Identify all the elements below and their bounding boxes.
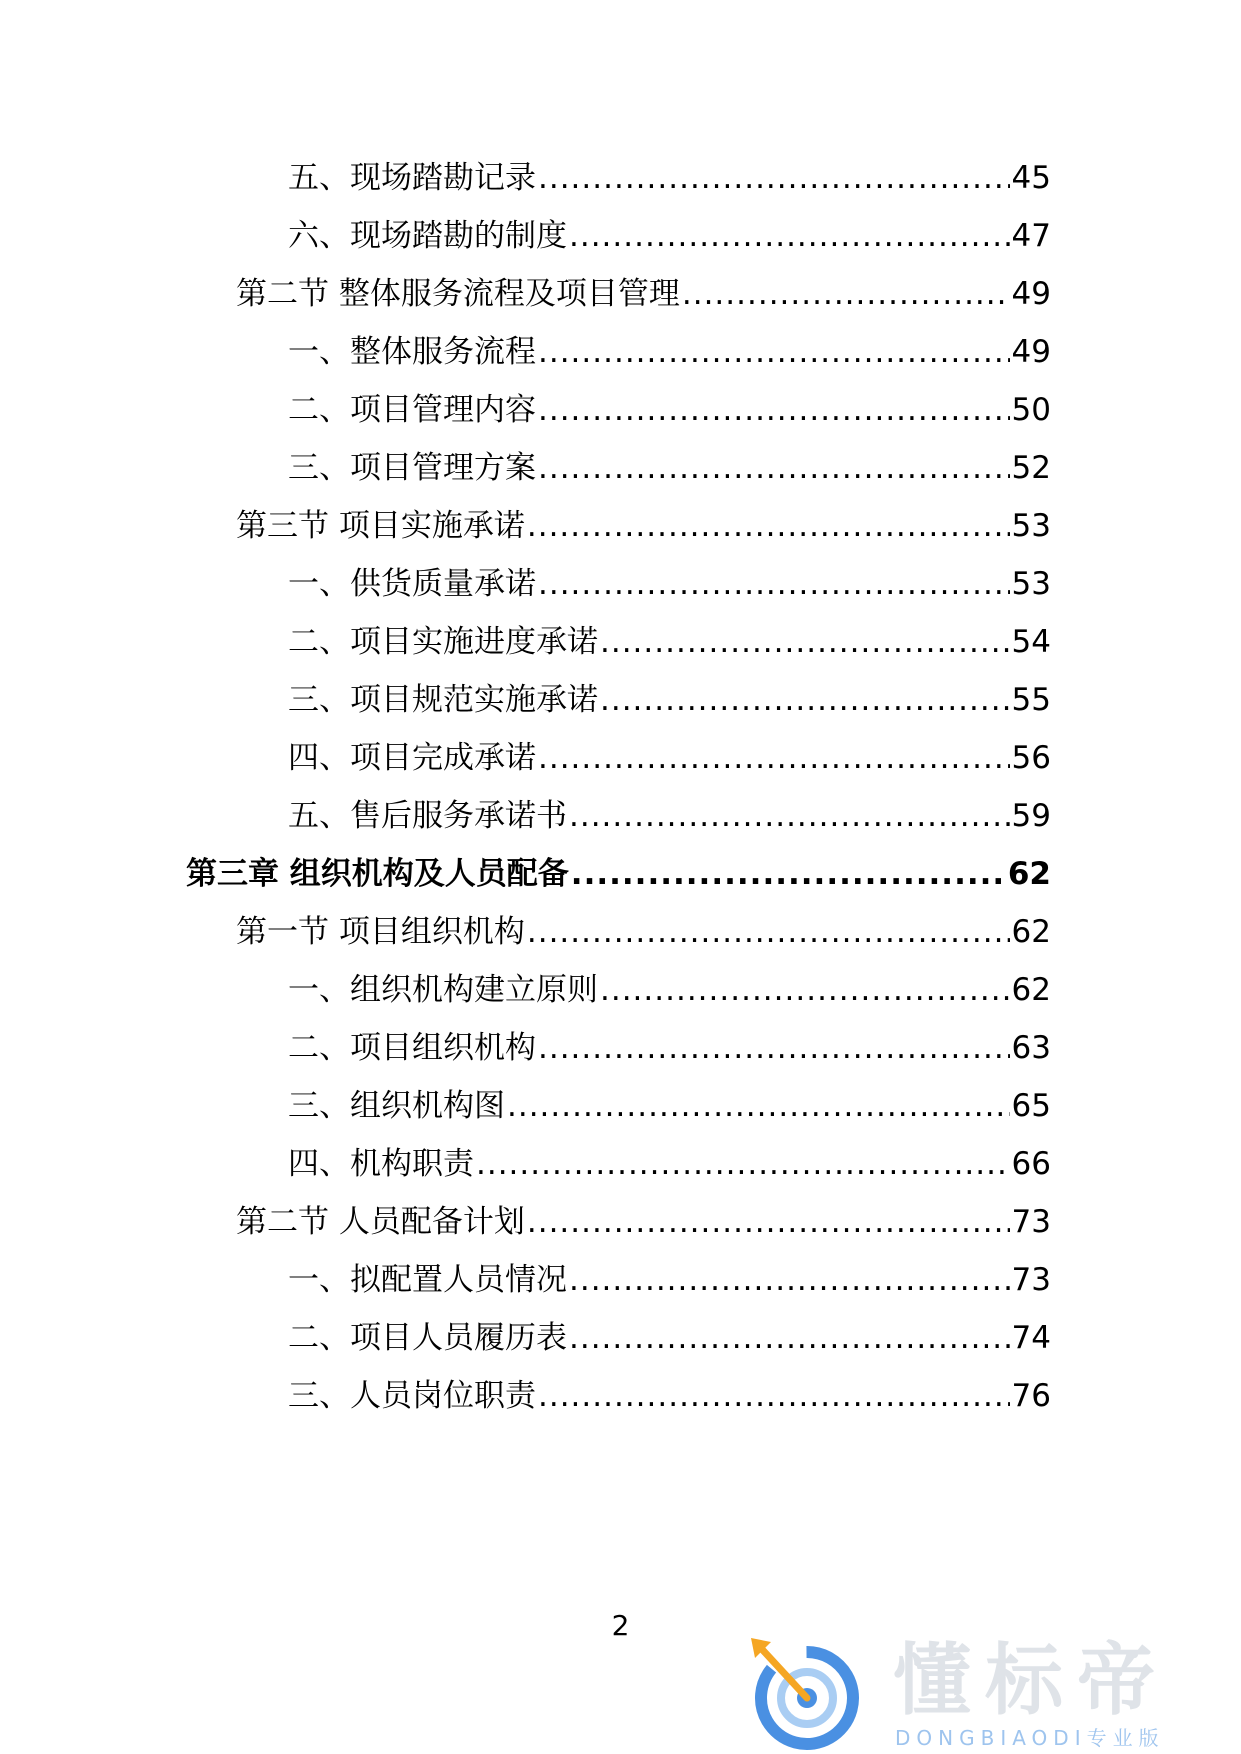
toc-entry-title: 二、项目组织机构 [288, 1030, 536, 1066]
toc-entry[interactable] [288, 796, 1051, 836]
toc-entry-page: 52 [1011, 450, 1051, 486]
toc-dot-leader [538, 738, 1010, 778]
toc-dot-leader [538, 332, 1010, 372]
toc-entry[interactable] [288, 564, 1051, 604]
toc-entry-title: 一、整体服务流程 [288, 334, 536, 370]
toc-entry-page: 65 [1011, 1088, 1051, 1124]
toc-dot-leader [476, 1144, 1010, 1184]
toc-entry-page: 59 [1011, 798, 1051, 834]
toc-entry-page: 45 [1011, 160, 1051, 196]
toc-entry-page: 50 [1011, 392, 1051, 428]
toc-entry-title: 三、项目规范实施承诺 [288, 682, 598, 718]
toc-chapter-entry[interactable] [186, 854, 1051, 894]
toc-entry-title: 三、项目管理方案 [288, 450, 536, 486]
toc-dot-leader [571, 854, 1006, 894]
toc-entry-title: 三、组织机构图 [288, 1088, 505, 1124]
toc-entry-page: 62 [1007, 856, 1051, 892]
toc-entry-page: 49 [1011, 334, 1051, 370]
toc-entry[interactable] [288, 622, 1051, 662]
toc-entry-page: 55 [1011, 682, 1051, 718]
toc-entry[interactable] [288, 1260, 1051, 1300]
toc-dot-leader [569, 1260, 1010, 1300]
toc-entry-page: 56 [1011, 740, 1051, 776]
toc-entry-page: 49 [1011, 276, 1051, 312]
toc-entry-title: 二、项目人员履历表 [288, 1320, 567, 1356]
toc-entry[interactable] [288, 216, 1051, 256]
toc-dot-leader [538, 448, 1010, 488]
toc-dot-leader [600, 680, 1010, 720]
toc-dot-leader [682, 274, 1010, 314]
brand-pinyin: DONGBIAODI专业版 [895, 1726, 1165, 1750]
brand-name: 懂标帝 [893, 1636, 1170, 1726]
toc-entry[interactable] [288, 1318, 1051, 1358]
toc-entry[interactable] [288, 680, 1051, 720]
toc-entry[interactable] [288, 970, 1051, 1010]
toc-entry-title: 六、现场踏勘的制度 [288, 218, 567, 254]
toc-entry-title: 一、组织机构建立原则 [288, 972, 598, 1008]
toc-entry-title: 五、现场踏勘记录 [288, 160, 536, 196]
toc-entry[interactable] [288, 158, 1051, 198]
toc-section-entry[interactable] [236, 274, 1051, 314]
toc-entry[interactable] [288, 1086, 1051, 1126]
toc-entry-page: 73 [1011, 1262, 1051, 1298]
toc-entry-page: 74 [1011, 1320, 1051, 1356]
toc-entry[interactable] [288, 390, 1051, 430]
toc-dot-leader [527, 1202, 1010, 1242]
toc-dot-leader [569, 216, 1010, 256]
toc-entry-page: 62 [1011, 972, 1051, 1008]
toc-entry-title: 二、项目管理内容 [288, 392, 536, 428]
page-number: 2 [611, 1609, 630, 1642]
toc-dot-leader [600, 970, 1010, 1010]
toc-section-entry[interactable] [236, 912, 1051, 952]
target-arrow-icon [745, 1636, 865, 1754]
toc-section-entry[interactable] [236, 1202, 1051, 1242]
toc-entry-title: 四、机构职责 [288, 1146, 474, 1182]
toc-entry[interactable] [288, 1028, 1051, 1068]
toc-dot-leader [538, 1376, 1010, 1416]
toc-entry[interactable] [288, 1144, 1051, 1184]
toc-section-entry[interactable] [236, 506, 1051, 546]
toc-entry-page: 53 [1011, 508, 1051, 544]
toc-entry-title: 二、项目实施进度承诺 [288, 624, 598, 660]
toc-dot-leader [538, 158, 1010, 198]
toc-entry-title: 第三章 组织机构及人员配备 [186, 856, 569, 892]
toc-dot-leader [538, 1028, 1010, 1068]
toc-dot-leader [527, 506, 1010, 546]
toc-entry[interactable] [288, 1376, 1051, 1416]
toc-dot-leader [527, 912, 1010, 952]
toc-entry-title: 第二节 人员配备计划 [236, 1204, 525, 1240]
toc-entry-page: 63 [1011, 1030, 1051, 1066]
toc-entry-title: 第一节 项目组织机构 [236, 914, 525, 950]
toc-entry-title: 四、项目完成承诺 [288, 740, 536, 776]
toc-entry-title: 第二节 整体服务流程及项目管理 [236, 276, 680, 312]
toc-entry[interactable] [288, 738, 1051, 778]
toc-entry-page: 76 [1011, 1378, 1051, 1414]
toc-entry-title: 第三节 项目实施承诺 [236, 508, 525, 544]
toc-entry-page: 66 [1011, 1146, 1051, 1182]
toc-entry-title: 一、供货质量承诺 [288, 566, 536, 602]
toc-entry-page: 53 [1011, 566, 1051, 602]
toc-dot-leader [600, 622, 1010, 662]
brand-watermark [745, 1636, 1221, 1754]
toc-entry-page: 54 [1011, 624, 1051, 660]
toc-dot-leader [569, 796, 1010, 836]
toc-dot-leader [569, 1318, 1010, 1358]
toc-entry-page: 47 [1011, 218, 1051, 254]
toc-entry-title: 三、人员岗位职责 [288, 1378, 536, 1414]
toc-entry-page: 73 [1011, 1204, 1051, 1240]
toc-dot-leader [507, 1086, 1010, 1126]
toc-dot-leader [538, 390, 1010, 430]
toc-dot-leader [538, 564, 1010, 604]
toc-entry-title: 一、拟配置人员情况 [288, 1262, 567, 1298]
toc-entry[interactable] [288, 332, 1051, 372]
toc-entry-title: 五、售后服务承诺书 [288, 798, 567, 834]
toc-entry-page: 62 [1011, 914, 1051, 950]
toc-entry[interactable] [288, 448, 1051, 488]
